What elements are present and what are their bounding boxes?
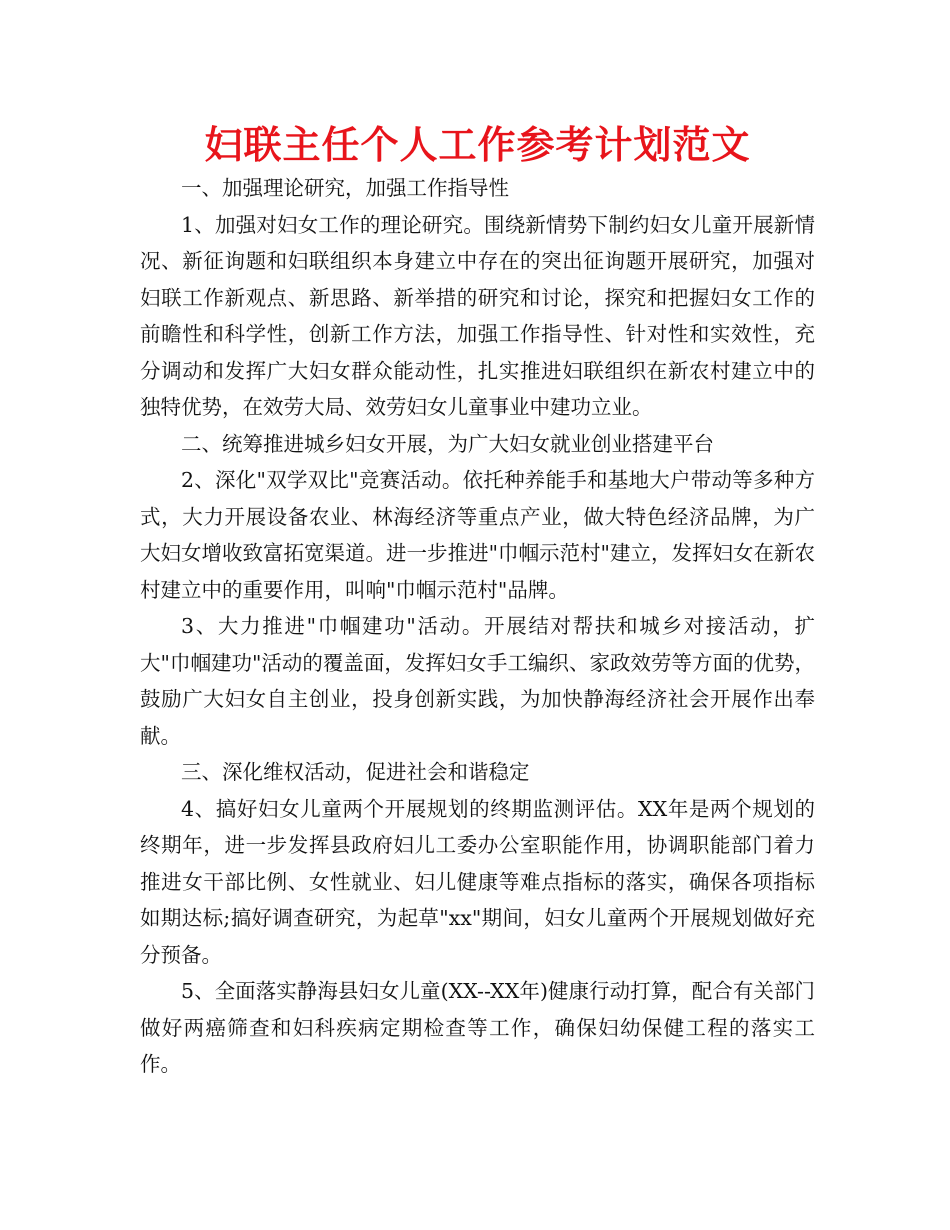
document-page (140, 120, 815, 1083)
paragraph-2: 2、深化"双学双比"竞赛活动。依托种养能手和基地大户带动等多种方式，大力开展设备农业、林海经济等重点产业，做大特色经济品牌，为广大妇女增收致富拓宽渠道。进一步推进"巾帼示范村"建立，发挥妇女在新农村建立中的重要作用，叫响"巾帼示范村"品牌。 (140, 468, 815, 602)
paragraph-1: 1、加强对妇女工作的理论研究。围绕新情势下制约妇女儿童开展新情况、新征询题和妇联组织本身建立中存在的突出征询题开展研究，加强对妇联工作新观点、新思路、新举措的研究和讨论，探究和把握妇女工作的前瞻性和科学性，创新工作方法，加强工作指导性、针对性和实效性，充分调动和发挥广大妇女群众能动性，扎实推进妇联组织在新农村建立中的独特优势，在效劳大局、效劳妇女儿童事业中建功立业。 (140, 212, 815, 419)
paragraph-4: 4、搞好妇女儿童两个开展规划的终期监测评估。XX年是两个规划的终期年，进一步发挥县政府妇儿工委办公室职能作用，协调职能部门着力推进女干部比例、女性就业、妇儿健康等难点指标的落实，确保各项指标如期达标;搞好调查研究，为起草"xx"期间，妇女儿童两个开展规划做好充分预备。 (140, 796, 815, 967)
document-title: 妇联主任个人工作参考计划范文 (204, 123, 751, 167)
paragraph-5: 5、全面落实静海县妇女儿童(XX--XX年)健康行动打算，配合有关部门做好两癌筛查和妇科疾病定期检查等工作，确保妇幼保健工程的落实工作。 (140, 979, 815, 1076)
paragraph-3: 3、大力推进"巾帼建功"活动。开展结对帮扶和城乡对接活动，扩大"巾帼建功"活动的覆盖面，发挥妇女手工编织、家政效劳等方面的优势，鼓励广大妇女自主创业，投身创新实践，为加快静海经济社会开展作出奉献。 (140, 614, 815, 748)
section-heading-2: 二、统筹推进城乡妇女开展，为广大妇女就业创业搭建平台 (181, 431, 714, 456)
section-heading-3: 三、深化维权活动，促进社会和谐稳定 (181, 760, 530, 784)
section-heading-1: 一、加强理论研究，加强工作指导性 (181, 176, 509, 200)
